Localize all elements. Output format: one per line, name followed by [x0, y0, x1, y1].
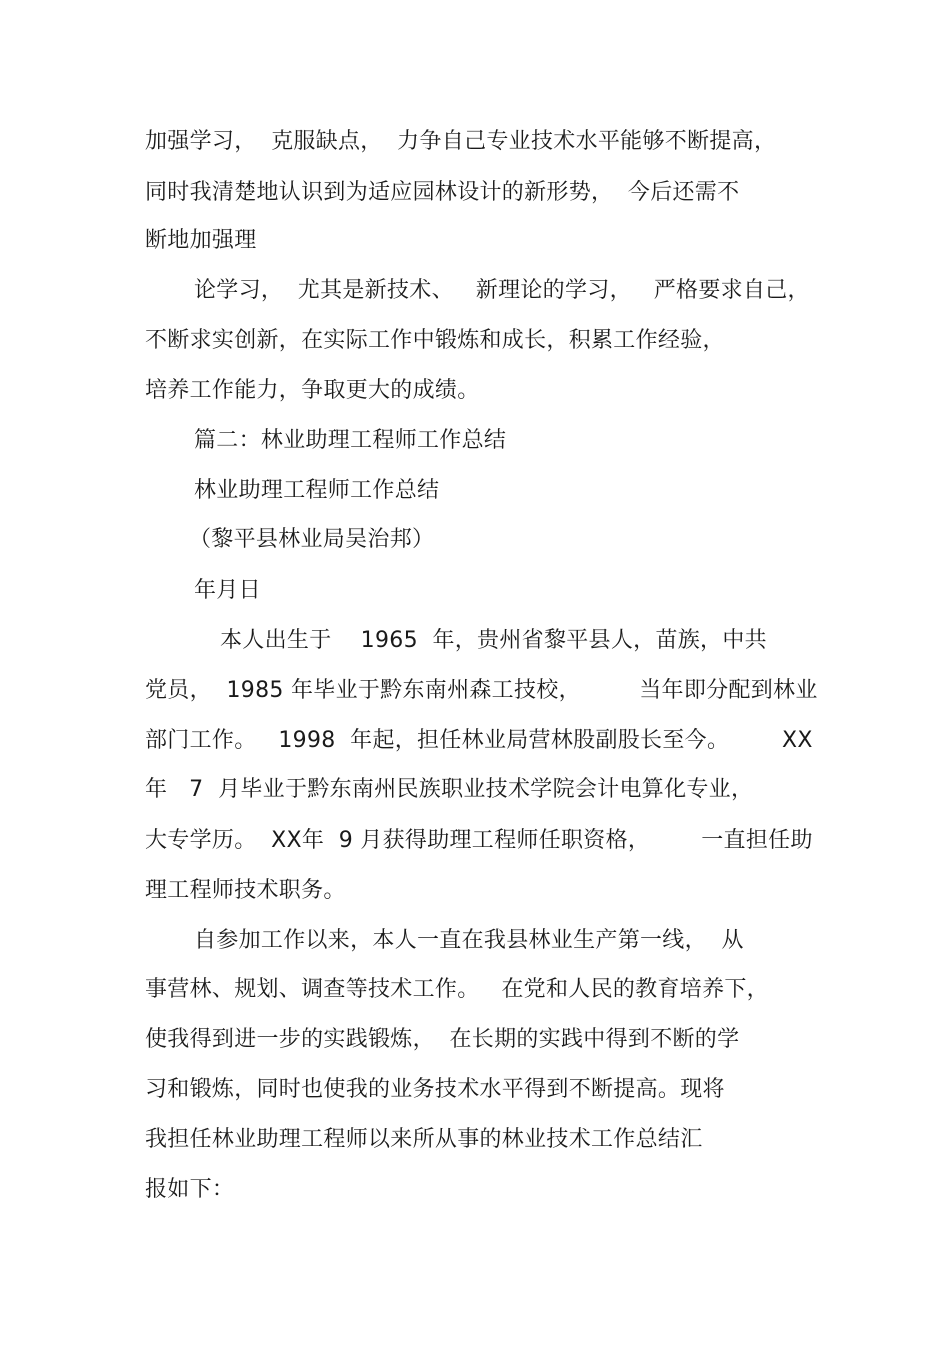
text-line: 不断求实创新，在实际工作中锻炼和成长，积累工作经验， — [145, 328, 725, 353]
text-line: 党员， 1985 年毕业于黔东南州森工技校， 当年即分配到林业 — [145, 678, 818, 703]
text-line: 我担任林业助理工程师以来所从事的林业技术工作总结汇 — [145, 1127, 703, 1152]
section-title: 篇二：林业助理工程师工作总结 — [194, 428, 507, 453]
text-line: 事营林、规划、调查等技术工作。 在党和人民的教育培养下， — [145, 977, 769, 1002]
text-line: 断地加强理 — [145, 228, 257, 253]
text-line: 使我得到进一步的实践锻炼， 在长期的实践中得到不断的学 — [145, 1027, 740, 1052]
document-title: 林业助理工程师工作总结 — [194, 478, 440, 503]
text-line: 习和锻炼，同时也使我的业务技术水平得到不断提高。现将 — [145, 1077, 725, 1102]
text-line: 同时我清楚地认识到为适应园林设计的新形势， 今后还需不 — [145, 180, 740, 205]
text-line: 大专学历。 XX年 9 月获得助理工程师任职资格， 一直担任助 — [145, 828, 813, 853]
author-line: （黎平县林业局吴治邦） — [189, 527, 435, 552]
text-line: 培养工作能力，争取更大的成绩。 — [145, 378, 480, 403]
text-line: 论学习， 尤其是新技术、 新理论的学习， 严格要求自己， — [194, 278, 810, 303]
text-line: 年 7 月毕业于黔东南州民族职业技术学院会计电算化专业， — [145, 777, 754, 802]
text-line: 加强学习， 克服缺点， 力争自己专业技术水平能够不断提高， — [145, 129, 777, 154]
text-line: 自参加工作以来，本人一直在我县林业生产第一线， 从 — [194, 928, 744, 953]
text-line: 本人出生于 1965 年，贵州省黎平县人，苗族，中共 — [220, 628, 767, 653]
text-fragment: XX — [782, 728, 813, 753]
text-line: 部门工作。 1998 年起，担任林业局营林股副股长至今。 — [145, 728, 730, 753]
date-line: 年月日 — [194, 578, 261, 603]
text-line: 理工程师技术职务。 — [145, 878, 346, 903]
text-line: 报如下： — [145, 1177, 235, 1202]
